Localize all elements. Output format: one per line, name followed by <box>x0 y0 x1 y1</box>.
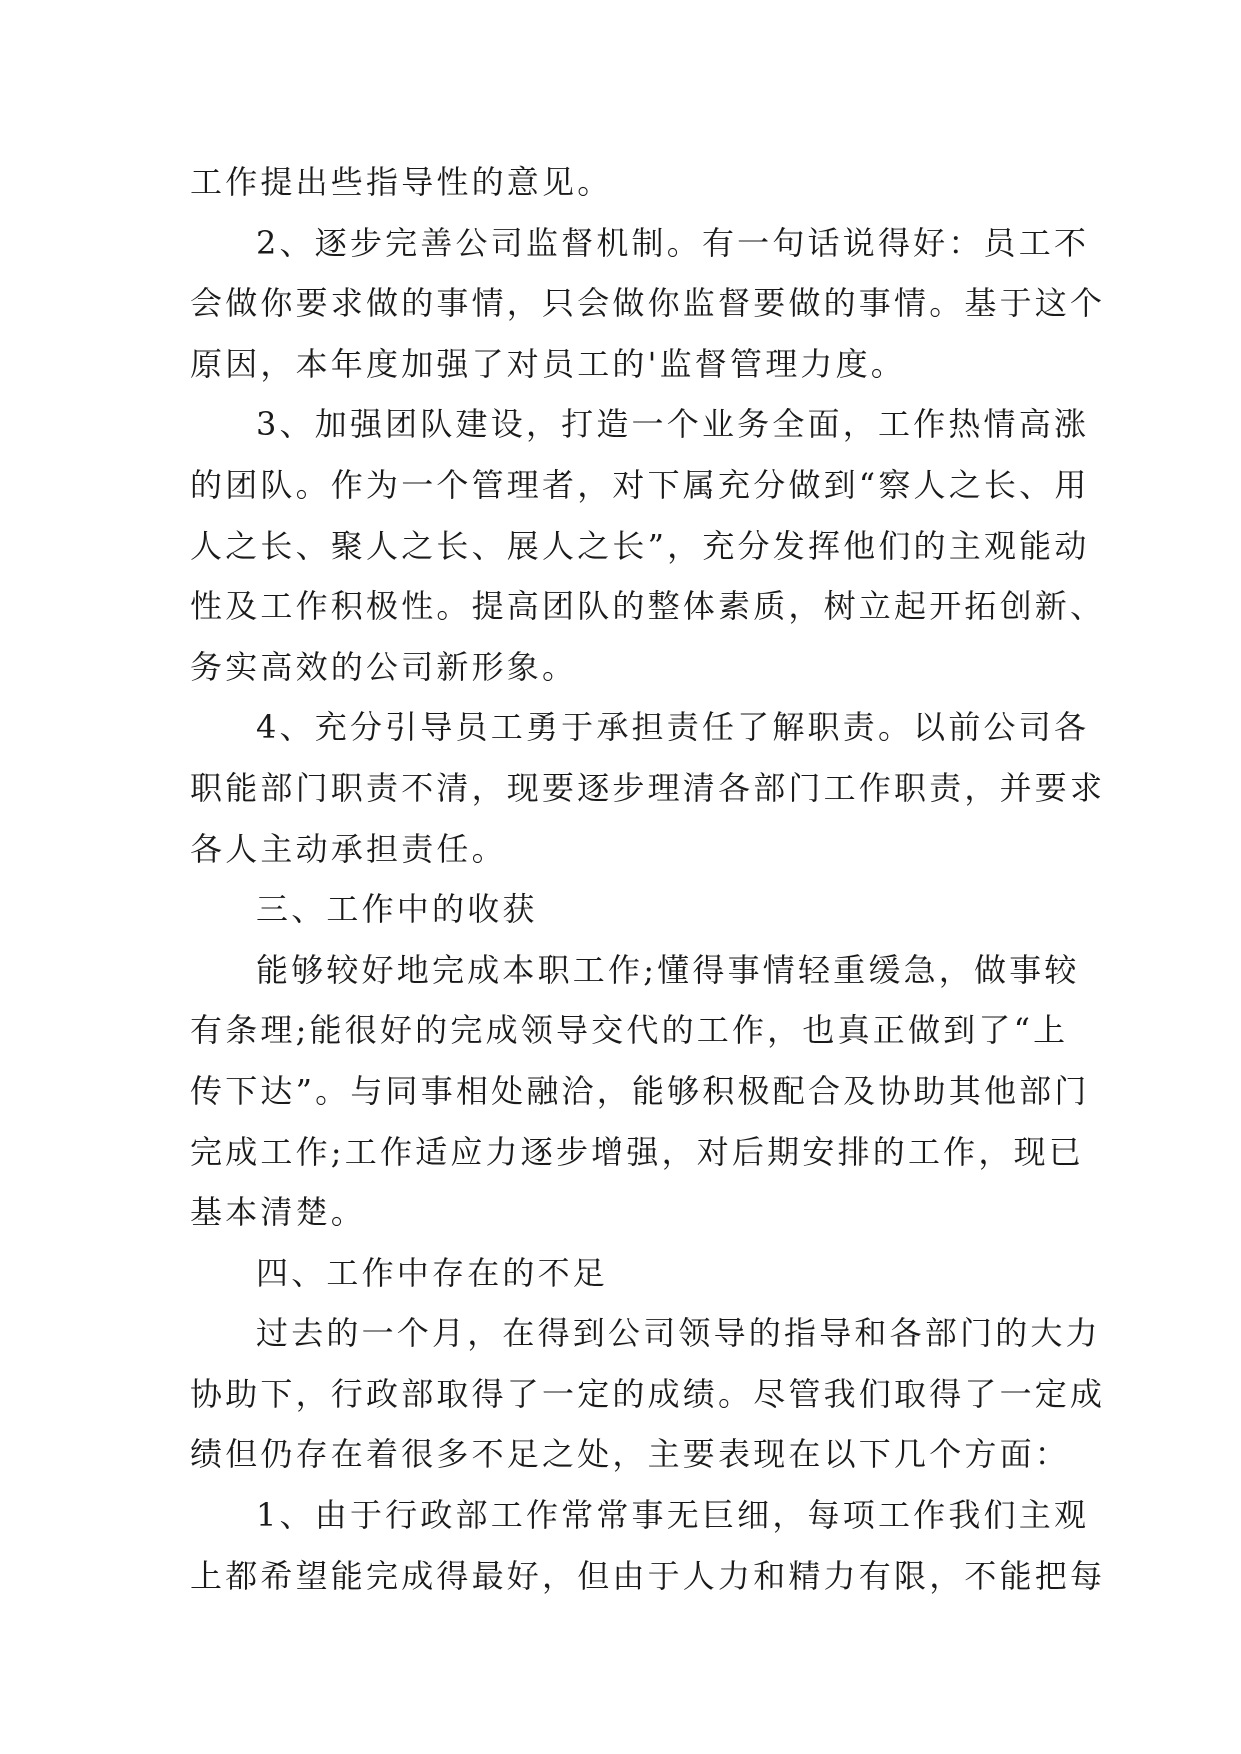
text-line: 人之长、聚人之长、展人之长”，充分发挥他们的主观能动 <box>190 526 1090 565</box>
document-body <box>190 152 1106 1606</box>
text-line: 的团队。作为一个管理者，对下属充分做到“察人之长、用 <box>190 465 1090 504</box>
text-line: 四、工作中存在的不足 <box>256 1253 609 1292</box>
text-line: 原因，本年度加强了对员工的'监督管理力度。 <box>190 344 906 383</box>
text-line: 职能部门职责不清，现要逐步理清各部门工作职责，并要求 <box>190 768 1106 807</box>
text-line: 能够较好地完成本职工作;懂得事情轻重缓急，做事较 <box>256 950 1080 989</box>
text-line: 2、逐步完善公司监督机制。有一句话说得好：员工不 <box>256 223 1090 262</box>
text-line: 上都希望能完成得最好，但由于人力和精力有限，不能把每 <box>190 1556 1106 1595</box>
text-line: 会做你要求做的事情，只会做你监督要做的事情。基于这个 <box>190 284 1106 323</box>
text-line: 3、加强团队建设，打造一个业务全面，工作热情高涨 <box>256 405 1090 444</box>
text-line: 完成工作;工作适应力逐步增强，对后期安排的工作，现已 <box>190 1132 1084 1171</box>
text-line: 各人主动承担责任。 <box>190 829 507 868</box>
text-line: 性及工作积极性。提高团队的整体素质，树立起开拓创新、 <box>190 587 1106 626</box>
text-line: 务实高效的公司新形象。 <box>190 647 578 686</box>
text-line: 协助下，行政部取得了一定的成绩。尽管我们取得了一定成 <box>190 1374 1106 1413</box>
text-line: 过去的一个月，在得到公司领导的指导和各部门的大力 <box>256 1314 1101 1353</box>
text-line: 有条理;能很好的完成领导交代的工作，也真正做到了“上 <box>190 1011 1069 1050</box>
text-line: 工作提出些指导性的意见。 <box>190 163 613 201</box>
text-line: 绩但仍存在着很多不足之处，主要表现在以下几个方面： <box>190 1435 1071 1474</box>
text-line: 基本清楚。 <box>190 1193 367 1232</box>
text-line: 三、工作中的收获 <box>256 890 538 929</box>
text-line: 1、由于行政部工作常常事无巨细，每项工作我们主观 <box>256 1496 1090 1535</box>
text-line: 4、充分引导员工勇于承担责任了解职责。以前公司各 <box>256 708 1090 747</box>
text-line: 传下达”。与同事相处融洽，能够积极配合及协助其他部门 <box>190 1071 1090 1110</box>
